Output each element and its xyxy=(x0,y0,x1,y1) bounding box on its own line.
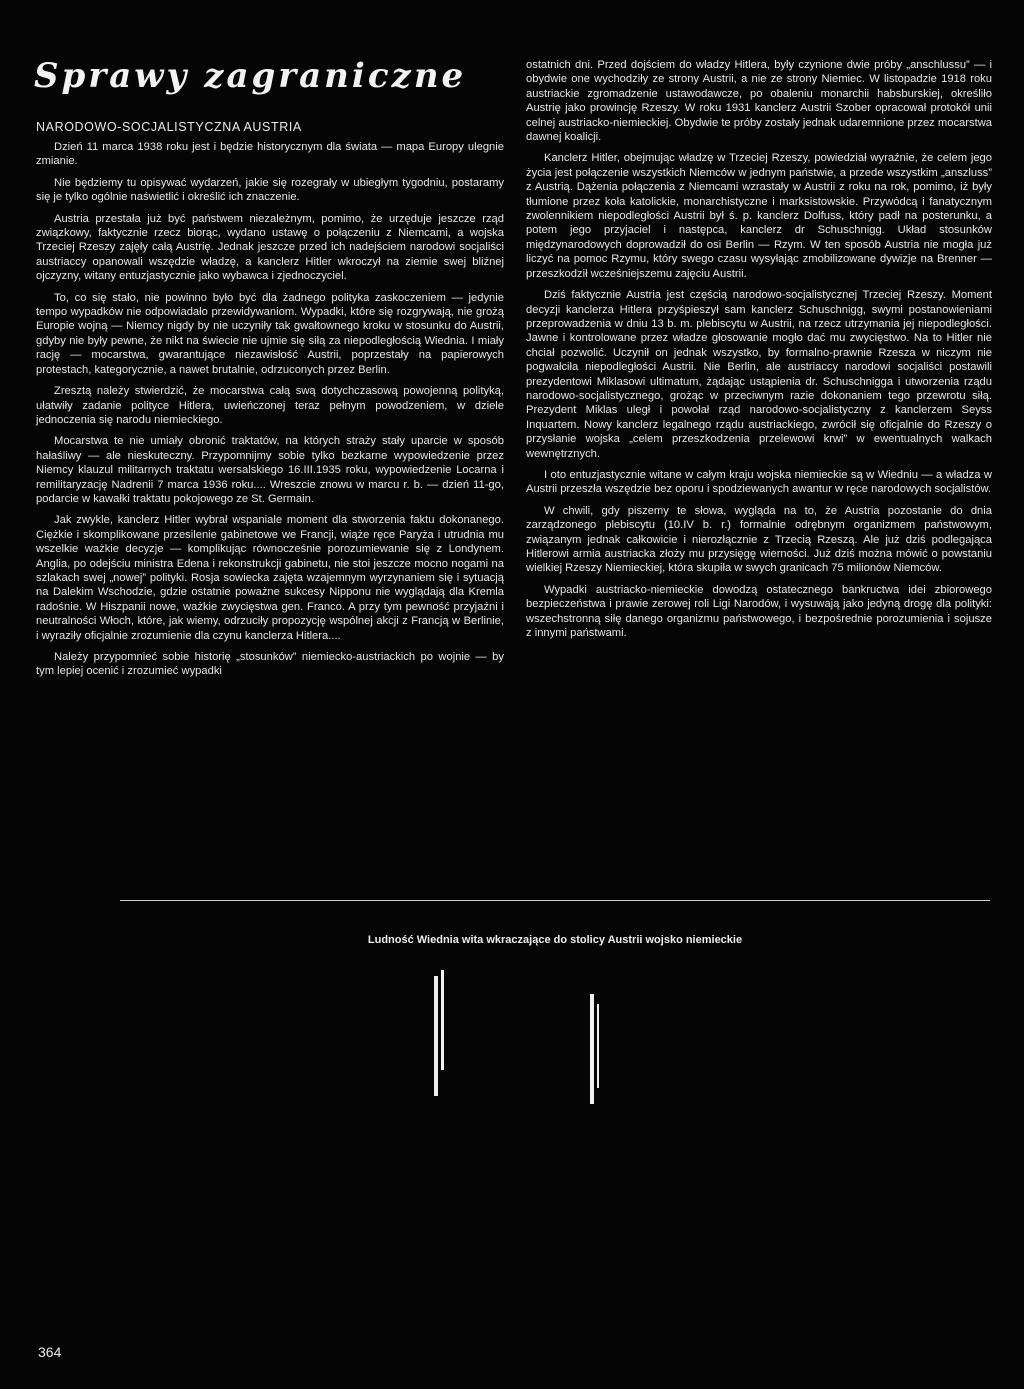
paragraph: To, co się stało, nie powinno było być dla żadnego polityka zaskoczeniem — jedynie tempo wypadków nie odpowiadało przewidywaniom. Wypadki, które się rozgrywają, nie grożą Europie wojną — Niemcy nigdy by nie uczyniły tak gwałtownego kroku w stosunku do Austrii, gdyby nie były pewne, że nikt na świecie nie ujmie się siłą za niepodległością Wiednia. I miały rację — mocarstwa, gwarantujące niezawisłość Austrii, poprzestały na papierowych protestach, kategorycznie, a nawet brutalnie, odrzuconych przez Berlin. xyxy=(36,291,504,376)
paragraph: Dzień 11 marca 1938 roku jest i będzie historycznym dla świata — mapa Europy ulegnie zmianie. xyxy=(36,141,504,168)
page-number: 364 xyxy=(38,1344,62,1360)
paragraph: Wypadki austriacko-niemieckie dowodzą ostatecznego bankructwa idei zbiorowego bezpieczeństwa i prawie zerowej roli Ligi Narodów, i wysuwają jako jedyną drogę dla polityki: wszechstronną siłę danego organizmu państwowego, i bezpośrednie porozumienia i sojusze z innymi państwami. xyxy=(526,583,992,640)
paragraph: ostatnich dni. Przed dojściem do władzy Hitlera, były czynione dwie próby „anschlussu” — i obydwie one wychodziły ze strony Austrii, a nie ze strony Niemiec. W listopadzie 1918 roku austriackie zgromadzenie ustawodawcze, po obaleniu monarchii habsburskiej, określiło Austrię jako prowincję Rzeszy. W roku 1931 kanclerz Austrii Szober opracował protokół unii celnej austriacko-niemieckiej. Obydwie te próby zostały jednak udaremnione przez mocarstwa dawnej koalicji. xyxy=(526,59,992,144)
paragraph: Dziś faktycznie Austria jest częścią narodowo-socjalistycznej Trzeciej Rzeszy. Moment decyzji kanclerza Hitlera przyśpieszył sam kanclerz Schuschnigg, swymi postanowieniami przeprowadzenia w dniu 13 b. m. plebiscytu w Austrii, na rzecz utrzymania jej niepodległości. Jawne i kontrolowane przez władze głosowanie mogło dać mu zwycięstwo. Na to Hitler nie chciał pozwolić. Uczynił on jednak wszystko, by formalno-prawnie Rzesza w niczym nie pogwałciła niepodległości Austrii. Nie Berlin, ale austriaccy narodowi socjaliści postawili prezydentowi Miklasowi ultimatum, żądając ustąpienia dr. Schuschnigga i utworzenia rządu narodowo-socjalistycznego, grożąc w przeciwnym razie dokonaniem tego przewrotu siłą. Prezydent Miklas uległ i powołał rząd narodowo-socjalistyczny z kanclerzem Seyss Inquartem. Nowy kanclerz legalnego rządu austriackiego, zwrócił się oficjalnie do Rzeszy o przysłanie wojska „celem przeszkodzenia przelewowi krwi” w ewentualnych walkach wewnętrznych. xyxy=(526,289,992,460)
right-column xyxy=(526,58,992,647)
paragraph: Nie będziemy tu opisywać wydarzeń, jakie się rozegrały w ubiegłym tygodniu, postaramy się je tylko ogólnie naświetlić i określić ich znaczenie. xyxy=(36,176,504,204)
section-divider xyxy=(120,900,990,901)
paragraph: W chwili, gdy piszemy te słowa, wygląda na to, że Austria pozostanie do dnia zarządzonego plebiscytu (10.IV b. r.) formalnie odrębnym organizmem państwowym, związanym jednak całkowicie i nierozłącznie z Trzecią Rzeszą. Ale już dziś podlegająca Hitlerowi armia austriacka złoży mu przysięgę wierności. Już dziś można mówić o powstaniu wielkiej Rzeszy Niemieckiej, która skupiła w swych granicach 75 milionów Niemców. xyxy=(526,504,992,575)
article-subheading: NARODOWO-SOCJALISTYCZNA AUSTRIA xyxy=(36,120,302,134)
photo-fragment xyxy=(590,994,594,1104)
paragraph: Mocarstwa te nie umiały obronić traktatów, na których straży stały uparcie w sposób hałaśliwy — ale nieskuteczny. Przypomnijmy sobie tylko bezkarne wypowiedzenie przez Niemcy klauzul militarnych traktatu wersalskiego 16.III.1935 roku, wypowiedzenie Locarna i remilitaryzację Nadrenii 7 marca 1936 roku.... Wreszcie znowu w marcu r. b. — dzień 11-go, podarcie w kawałki traktatu pokojowego ze St. Germain. xyxy=(36,435,504,505)
photo-fragment xyxy=(597,1004,599,1088)
page-title: Sprawy zagraniczne xyxy=(34,56,467,96)
photo-fragment xyxy=(441,970,444,1070)
photo-fragment xyxy=(434,976,438,1096)
left-column xyxy=(36,140,504,686)
photo-caption: Ludność Wiednia wita wkraczające do stolicy Austrii wojsko niemieckie xyxy=(367,934,743,946)
paragraph: Zresztą należy stwierdzić, że mocarstwa całą swą dotychczasową powojenną polityką, ułatwiły zadanie polityce Hitlera, uwieńczonej teraz pełnym powodzeniem, w dziele jednoczenia się narodu niemieckiego. xyxy=(36,385,504,426)
paragraph: Kanclerz Hitler, obejmując władzę w Trzeciej Rzeszy, powiedział wyraźnie, że celem jego życia jest połączenie wszystkich Niemców w jednym państwie, a przede wszystkim „anszluss” z Austrią. Dążenia połączenia z Niemcami wzrastały w Austrii z roku na rok, pomimo, iż były tłumione przez koła katolickie, monarchistyczne i marksistowskie. Przywódcą i fanatycznym zwolennikiem niepodległości Austrii był ś. p. kanclerz Dolfuss, który padł na posterunku, a potem jego przyjaciel i następca, kanclerz dr Schuschnigg. Układ stosunków międzynarodowych doprowadził do osi Berlin — Rzym. W ten sposób Austria nie mogła już liczyć na pomoc Rzymu, który swego czasu wysyłając zmobilizowane dywizje na Brenner — przeszkodził wcześniejszemu zajęciu Austrii. xyxy=(526,152,992,280)
paragraph: Należy przypomnieć sobie historię „stosunków” niemiecko-austriackich po wojnie — by tym lepiej ocenić i zrozumieć wypadki xyxy=(36,651,504,678)
paragraph: I oto entuzjastycznie witane w całym kraju wojska niemieckie są w Wiedniu — a władza w Austrii przeszła wszędzie bez oporu i spodziewanych awantur w ręce narodowych socjalistów. xyxy=(526,468,992,496)
paragraph: Austria przestała już być państwem niezależnym, pomimo, że urzęduje jeszcze rząd związkowy, faktycznie rzecz biorąc, wydano ustawę o połączeniu z Niemcami, a wojska Trzeciej Rzeszy zajęły całą Austrię. Jednak jeszcze przed ich nadejściem narodowi socjaliści austriaccy opanowali wszędzie władzę, a kanclerz Hitler wkroczył na ziemie swej bliźnej ojczyzny, witany entuzjastycznie jako wybawca i zjednoczyciel. xyxy=(36,212,504,283)
paragraph: Jak zwykle, kanclerz Hitler wybrał wspaniale moment dla stworzenia faktu dokonanego. Ciężkie i skomplikowane przesilenie gabinetowe we Francji, wiąże ręce Paryża i utrudnia mu wszelkie ważkie decyzje — komplikując równocześnie porozumiewanie się z Londynem. Anglia, po odejściu ministra Edena i rekonstrukcji gabinetu, nie stoi jeszcze mocno nogami na szlakach swej „nowej” polityki. Rosja sowiecka zajęta wzajemnym wyrzynaniem się i sytuacją na Dalekim Wschodzie, gdzie ostatnie poważne sukcesy Nipponu nie wyglądają dla Kremla radośnie. W Hiszpanii nowe, ważkie zwycięstwa gen. Franco. A przy tym pewność przyjaźni i neutralności Włoch, które, jak wiemy, odrzuciły propozycję wspólnej akcji z Francją w Berlinie, i wyraziły oficjalnie zrozumienie dla czynu kanclerza Hitlera.... xyxy=(36,514,504,642)
photo-placeholder xyxy=(420,968,620,1128)
